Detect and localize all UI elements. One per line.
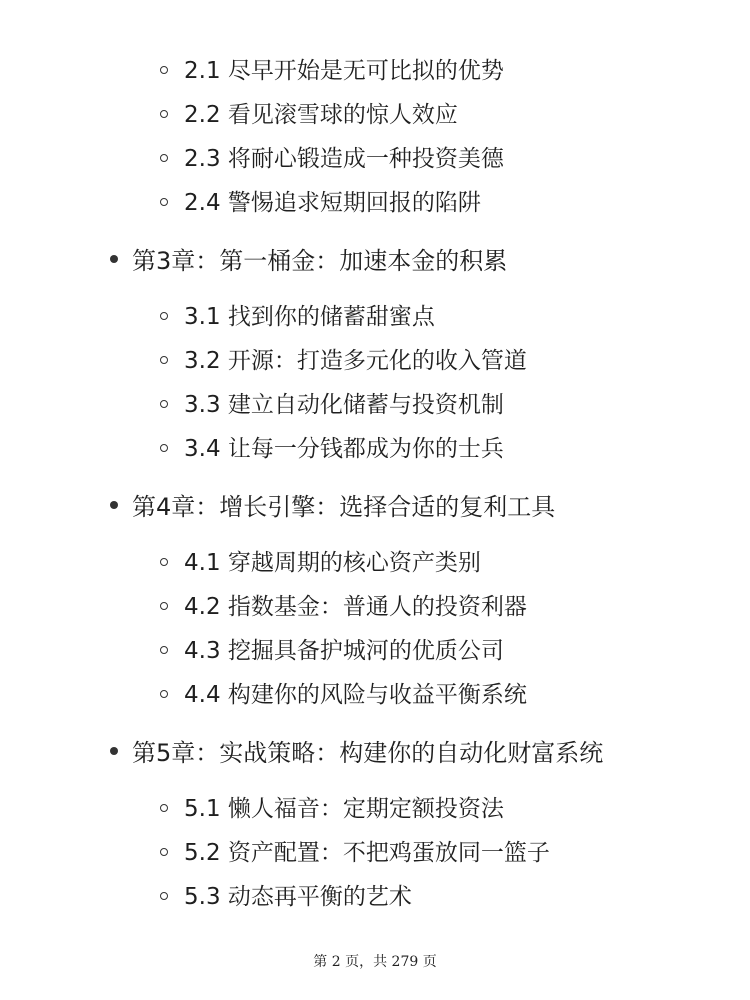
section-label: 5.2 资产配置：不把鸡蛋放同一篮子: [184, 840, 550, 866]
hollow-bullet-icon: [160, 66, 168, 74]
chapter-3-heading: [110, 248, 507, 273]
section-3-3: [160, 394, 504, 417]
chapter-label: 第5章：实战策略：构建你的自动化财富系统: [132, 739, 604, 767]
chapter-label: 第4章：增长引擎：选择合适的复利工具: [132, 493, 556, 521]
section-2-3: [160, 148, 504, 171]
section-4-3: [160, 640, 504, 663]
hollow-bullet-icon: [160, 646, 168, 654]
section-label: 2.4 警惕追求短期回报的陷阱: [184, 190, 481, 216]
section-4-1: [160, 552, 481, 575]
section-5-3: [160, 886, 412, 909]
section-label: 4.3 挖掘具备护城河的优质公司: [184, 638, 504, 664]
hollow-bullet-icon: [160, 154, 168, 162]
hollow-bullet-icon: [160, 400, 168, 408]
section-label: 4.1 穿越周期的核心资产类别: [184, 550, 481, 576]
section-label: 3.1 找到你的储蓄甜蜜点: [184, 304, 435, 330]
section-5-1: [160, 798, 504, 821]
section-label: 5.1 懒人福音：定期定额投资法: [184, 796, 504, 822]
hollow-bullet-icon: [160, 444, 168, 452]
filled-bullet-icon: [110, 501, 118, 509]
section-2-2: [160, 104, 458, 127]
hollow-bullet-icon: [160, 804, 168, 812]
hollow-bullet-icon: [160, 198, 168, 206]
chapter-label: 第3章：第一桶金：加速本金的积累: [132, 247, 508, 275]
section-2-1: [160, 60, 504, 83]
hollow-bullet-icon: [160, 848, 168, 856]
section-label: 2.2 看见滚雪球的惊人效应: [184, 102, 458, 128]
section-label: 3.4 让每一分钱都成为你的士兵: [184, 436, 504, 462]
section-label: 2.1 尽早开始是无可比拟的优势: [184, 58, 504, 84]
section-3-1: [160, 306, 435, 329]
page-number-footer: 第 2 页，共 279 页: [313, 954, 437, 970]
section-2-4: [160, 192, 481, 215]
section-label: 3.3 建立自动化储蓄与投资机制: [184, 392, 504, 418]
hollow-bullet-icon: [160, 312, 168, 320]
hollow-bullet-icon: [160, 558, 168, 566]
section-3-4: [160, 438, 504, 461]
section-label: 2.3 将耐心锻造成一种投资美德: [184, 146, 504, 172]
section-label: 5.3 动态再平衡的艺术: [184, 884, 412, 910]
hollow-bullet-icon: [160, 602, 168, 610]
section-3-2: [160, 350, 527, 373]
chapter-4-heading: [110, 494, 555, 519]
hollow-bullet-icon: [160, 892, 168, 900]
section-label: 4.4 构建你的风险与收益平衡系统: [184, 682, 527, 708]
section-4-4: [160, 684, 527, 707]
section-5-2: [160, 842, 550, 865]
section-4-2: [160, 596, 527, 619]
section-label: 3.2 开源：打造多元化的收入管道: [184, 348, 527, 374]
hollow-bullet-icon: [160, 110, 168, 118]
filled-bullet-icon: [110, 747, 118, 755]
filled-bullet-icon: [110, 255, 118, 263]
chapter-5-heading: [110, 740, 603, 765]
section-label: 4.2 指数基金：普通人的投资利器: [184, 594, 527, 620]
hollow-bullet-icon: [160, 690, 168, 698]
hollow-bullet-icon: [160, 356, 168, 364]
